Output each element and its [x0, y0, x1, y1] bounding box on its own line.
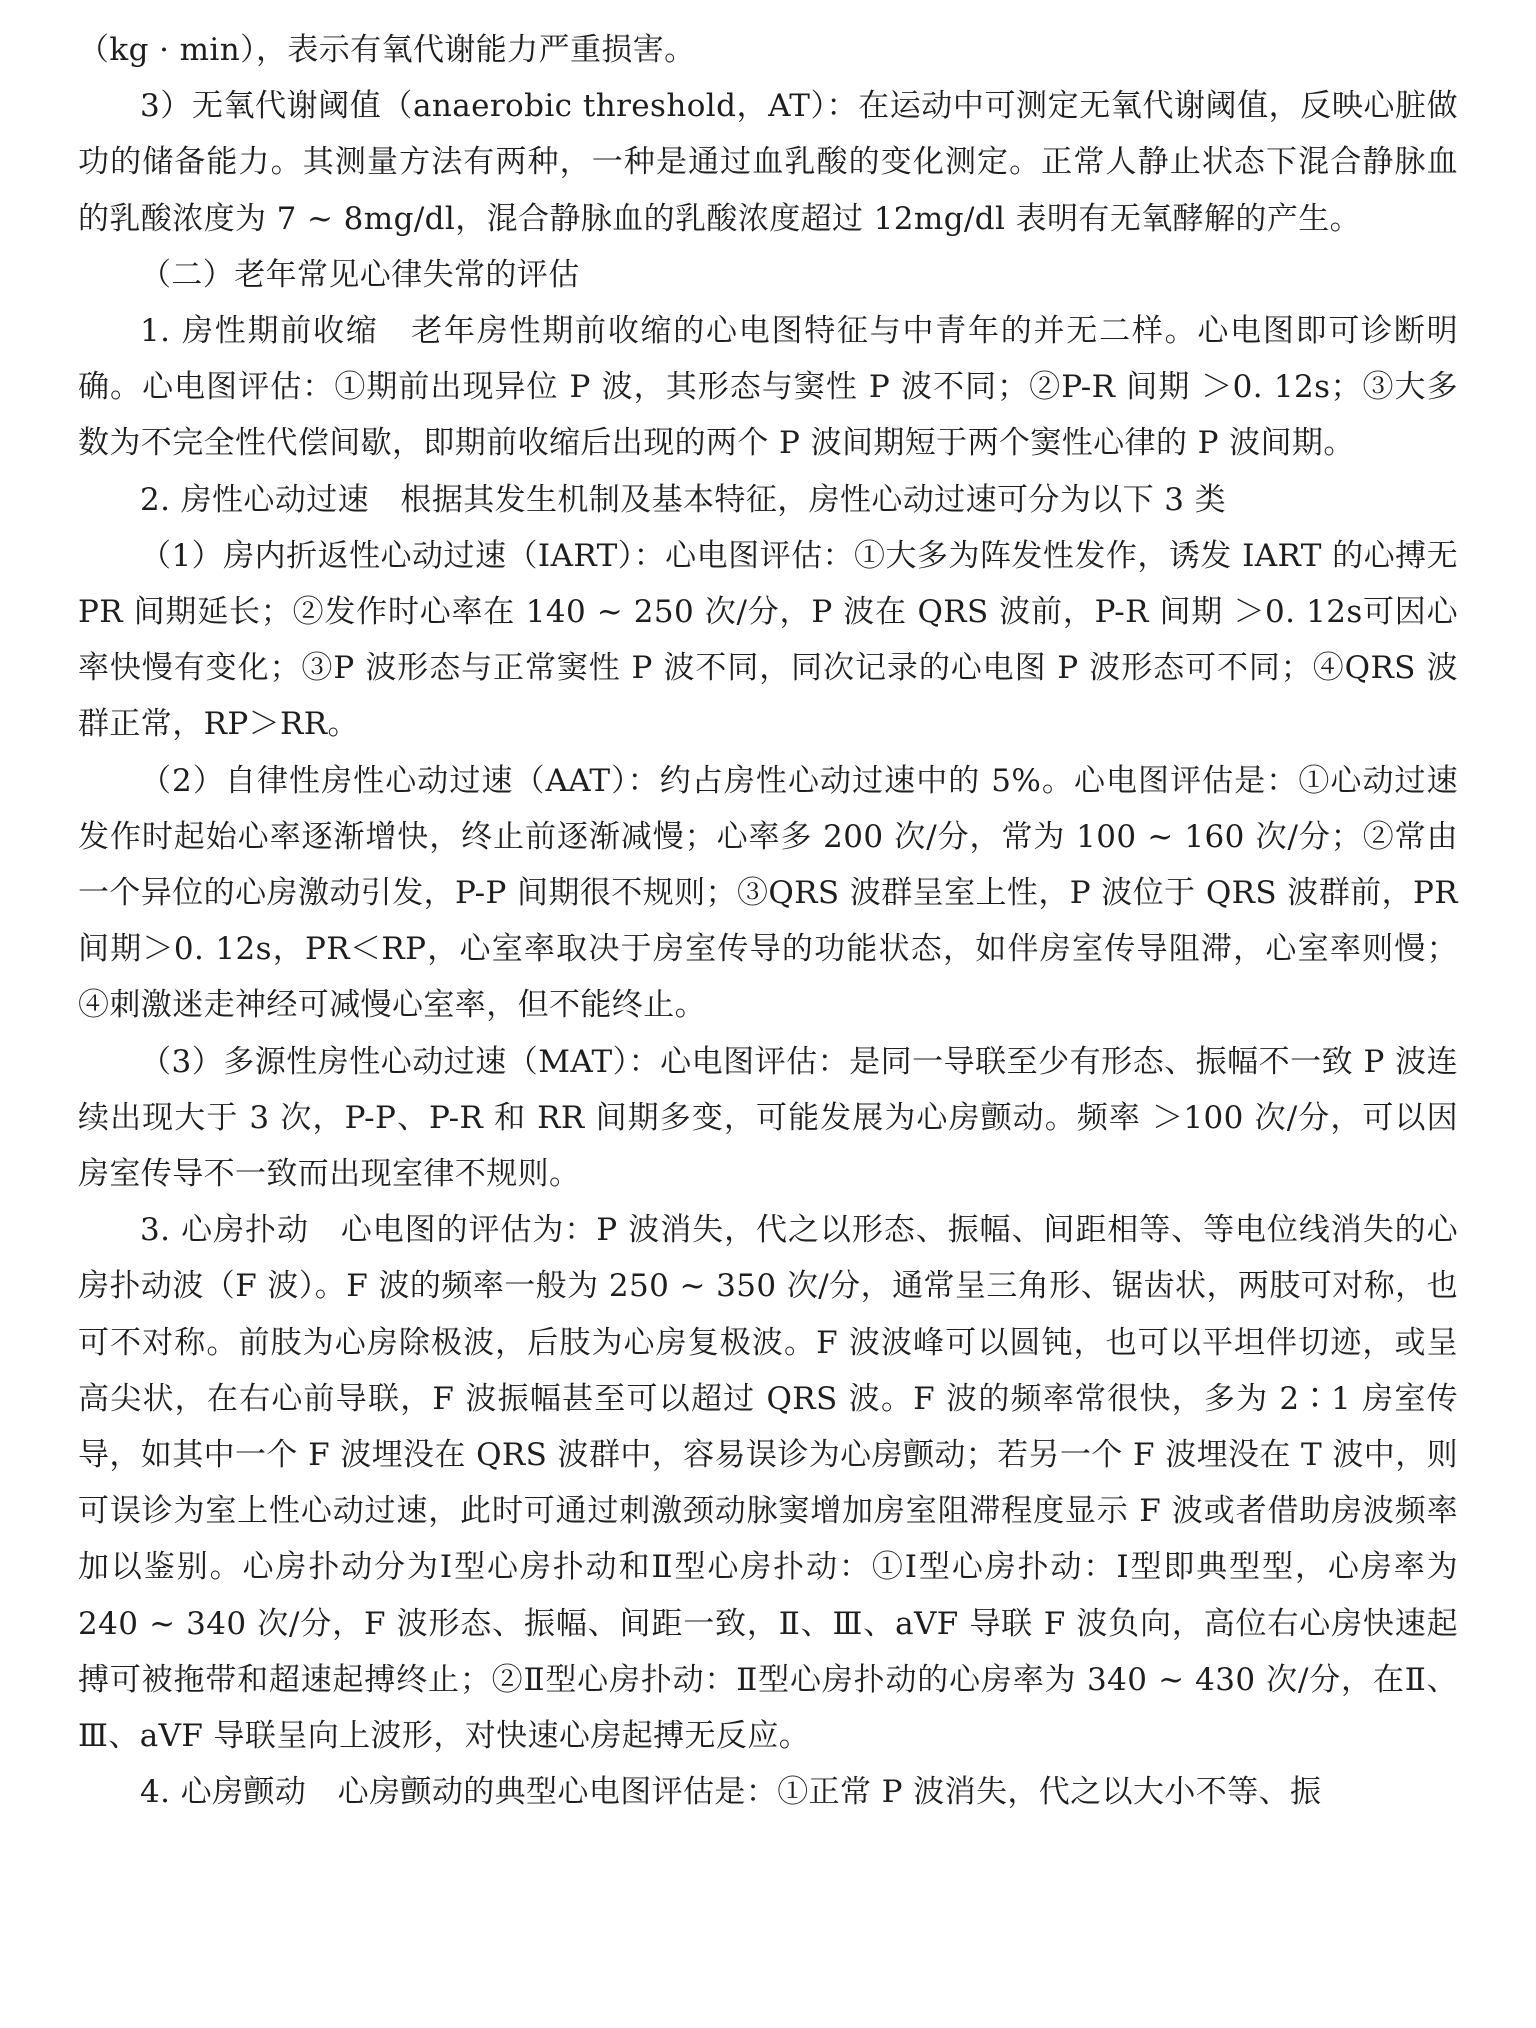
- paragraph-atrial-tachycardia: 2. 房性心动过速 根据其发生机制及基本特征，房性心动过速可分为以下 3 类: [140, 481, 1227, 518]
- document-page: [78, 22, 1458, 1821]
- paragraph-iart: （1）房内折返性心动过速（IART）：心电图评估：①大多为阵发性发作，诱发 IART 的心搏无 PR 间期延长；②发作时心率在 140 ~ 250 次/分，P 波在 QRS 波前，P-R 间期 ＞0. 12s可因心率快慢有变化；③P 波形态与正常窦性 P 波不同，同次记录的心电图 P 波形态可不同；④QRS 波群正常，RP＞RR。: [78, 537, 1458, 743]
- paragraph-atrial-fibrillation: 4. 心房颤动 心房颤动的典型心电图评估是：①正常 P 波消失，代之以大小不等、振: [140, 1774, 1322, 1811]
- section-heading-arrhythmia: （二）老年常见心律失常的评估: [140, 256, 580, 293]
- paragraph-continuation: （kg · min），表示有氧代谢能力严重损害。: [78, 32, 696, 68]
- paragraph-mat: （3）多源性房性心动过速（MAT）：心电图评估：是同一导联至少有形态、振幅不一致 P 波连续出现大于 3 次，P-P、P-R 和 RR 间期多变，可能发展为心房颤动。频率 ＞100 次/分，可以因房室传导不一致而出现室律不规则。: [78, 1043, 1458, 1193]
- paragraph-aat: （2）自律性房性心动过速（AAT）：约占房性心动过速中的 5%。心电图评估是：①心动过速发作时起始心率逐渐增快，终止前逐渐减慢；心率多 200 次/分，常为 100 ~ 160 次/分；②常由一个异位的心房激动引发，P-P 间期很不规则；③QRS 波群呈室上性，P 波位于 QRS 波群前，PR 间期＞0. 12s，PR＜RP，心室率取决于房室传导的功能状态，如伴房室传导阻滞，心室率则慢；④刺激迷走神经可减慢心室率，但不能终止。: [78, 762, 1458, 1024]
- paragraph-atrial-flutter: 3. 心房扑动 心电图的评估为：P 波消失，代之以形态、振幅、间距相等、等电位线消失的心房扑动波（F 波）。F 波的频率一般为 250 ~ 350 次/分，通常呈三角形、锯齿状，两肢可对称，也可不对称。前肢为心房除极波，后肢为心房复极波。F 波波峰可以圆钝，也可以平坦伴切迹，或呈高尖状，在右心前导联，F 波振幅甚至可以超过 QRS 波。F 波的频率常很快，多为 2∶1 房室传导，如其中一个 F 波埋没在 QRS 波群中，容易误诊为心房颤动；若另一个 F 波埋没在 T 波中，则可误诊为室上性心动过速，此时可通过刺激颈动脉窦增加房室阻滞程度显示 F 波或者借助房波频率加以鉴别。心房扑动分为Ⅰ型心房扑动和Ⅱ型心房扑动：①Ⅰ型心房扑动：Ⅰ型即典型型，心房率为 240 ~ 340 次/分，F 波形态、振幅、间距一致，Ⅱ、Ⅲ、aVF 导联 F 波负向，高位右心房快速起搏可被拖带和超速起搏终止；②Ⅱ型心房扑动：Ⅱ型心房扑动的心房率为 340 ~ 430 次/分，在Ⅱ、Ⅲ、aVF 导联呈向上波形，对快速心房起搏无反应。: [78, 1212, 1458, 1755]
- paragraph-atrial-premature: 1. 房性期前收缩 老年房性期前收缩的心电图特征与中青年的并无二样。心电图即可诊断明确。心电图评估：①期前出现异位 P 波，其形态与窦性 P 波不同；②P-R 间期 ＞0. 12s；③大多数为不完全性代偿间歇，即期前收缩后出现的两个 P 波间期短于两个窦性心律的 P 波间期。: [78, 313, 1458, 462]
- paragraph-anaerobic-threshold: 3）无氧代谢阈值（anaerobic threshold，AT）：在运动中可测定无氧代谢阈值，反映心脏做功的储备能力。其测量方法有两种，一种是通过血乳酸的变化测定。正常人静止状态下混合静脉血的乳酸浓度为 7 ~ 8mg/dl，混合静脉血的乳酸浓度超过 12mg/dl 表明有无氧酵解的产生。: [78, 88, 1458, 237]
